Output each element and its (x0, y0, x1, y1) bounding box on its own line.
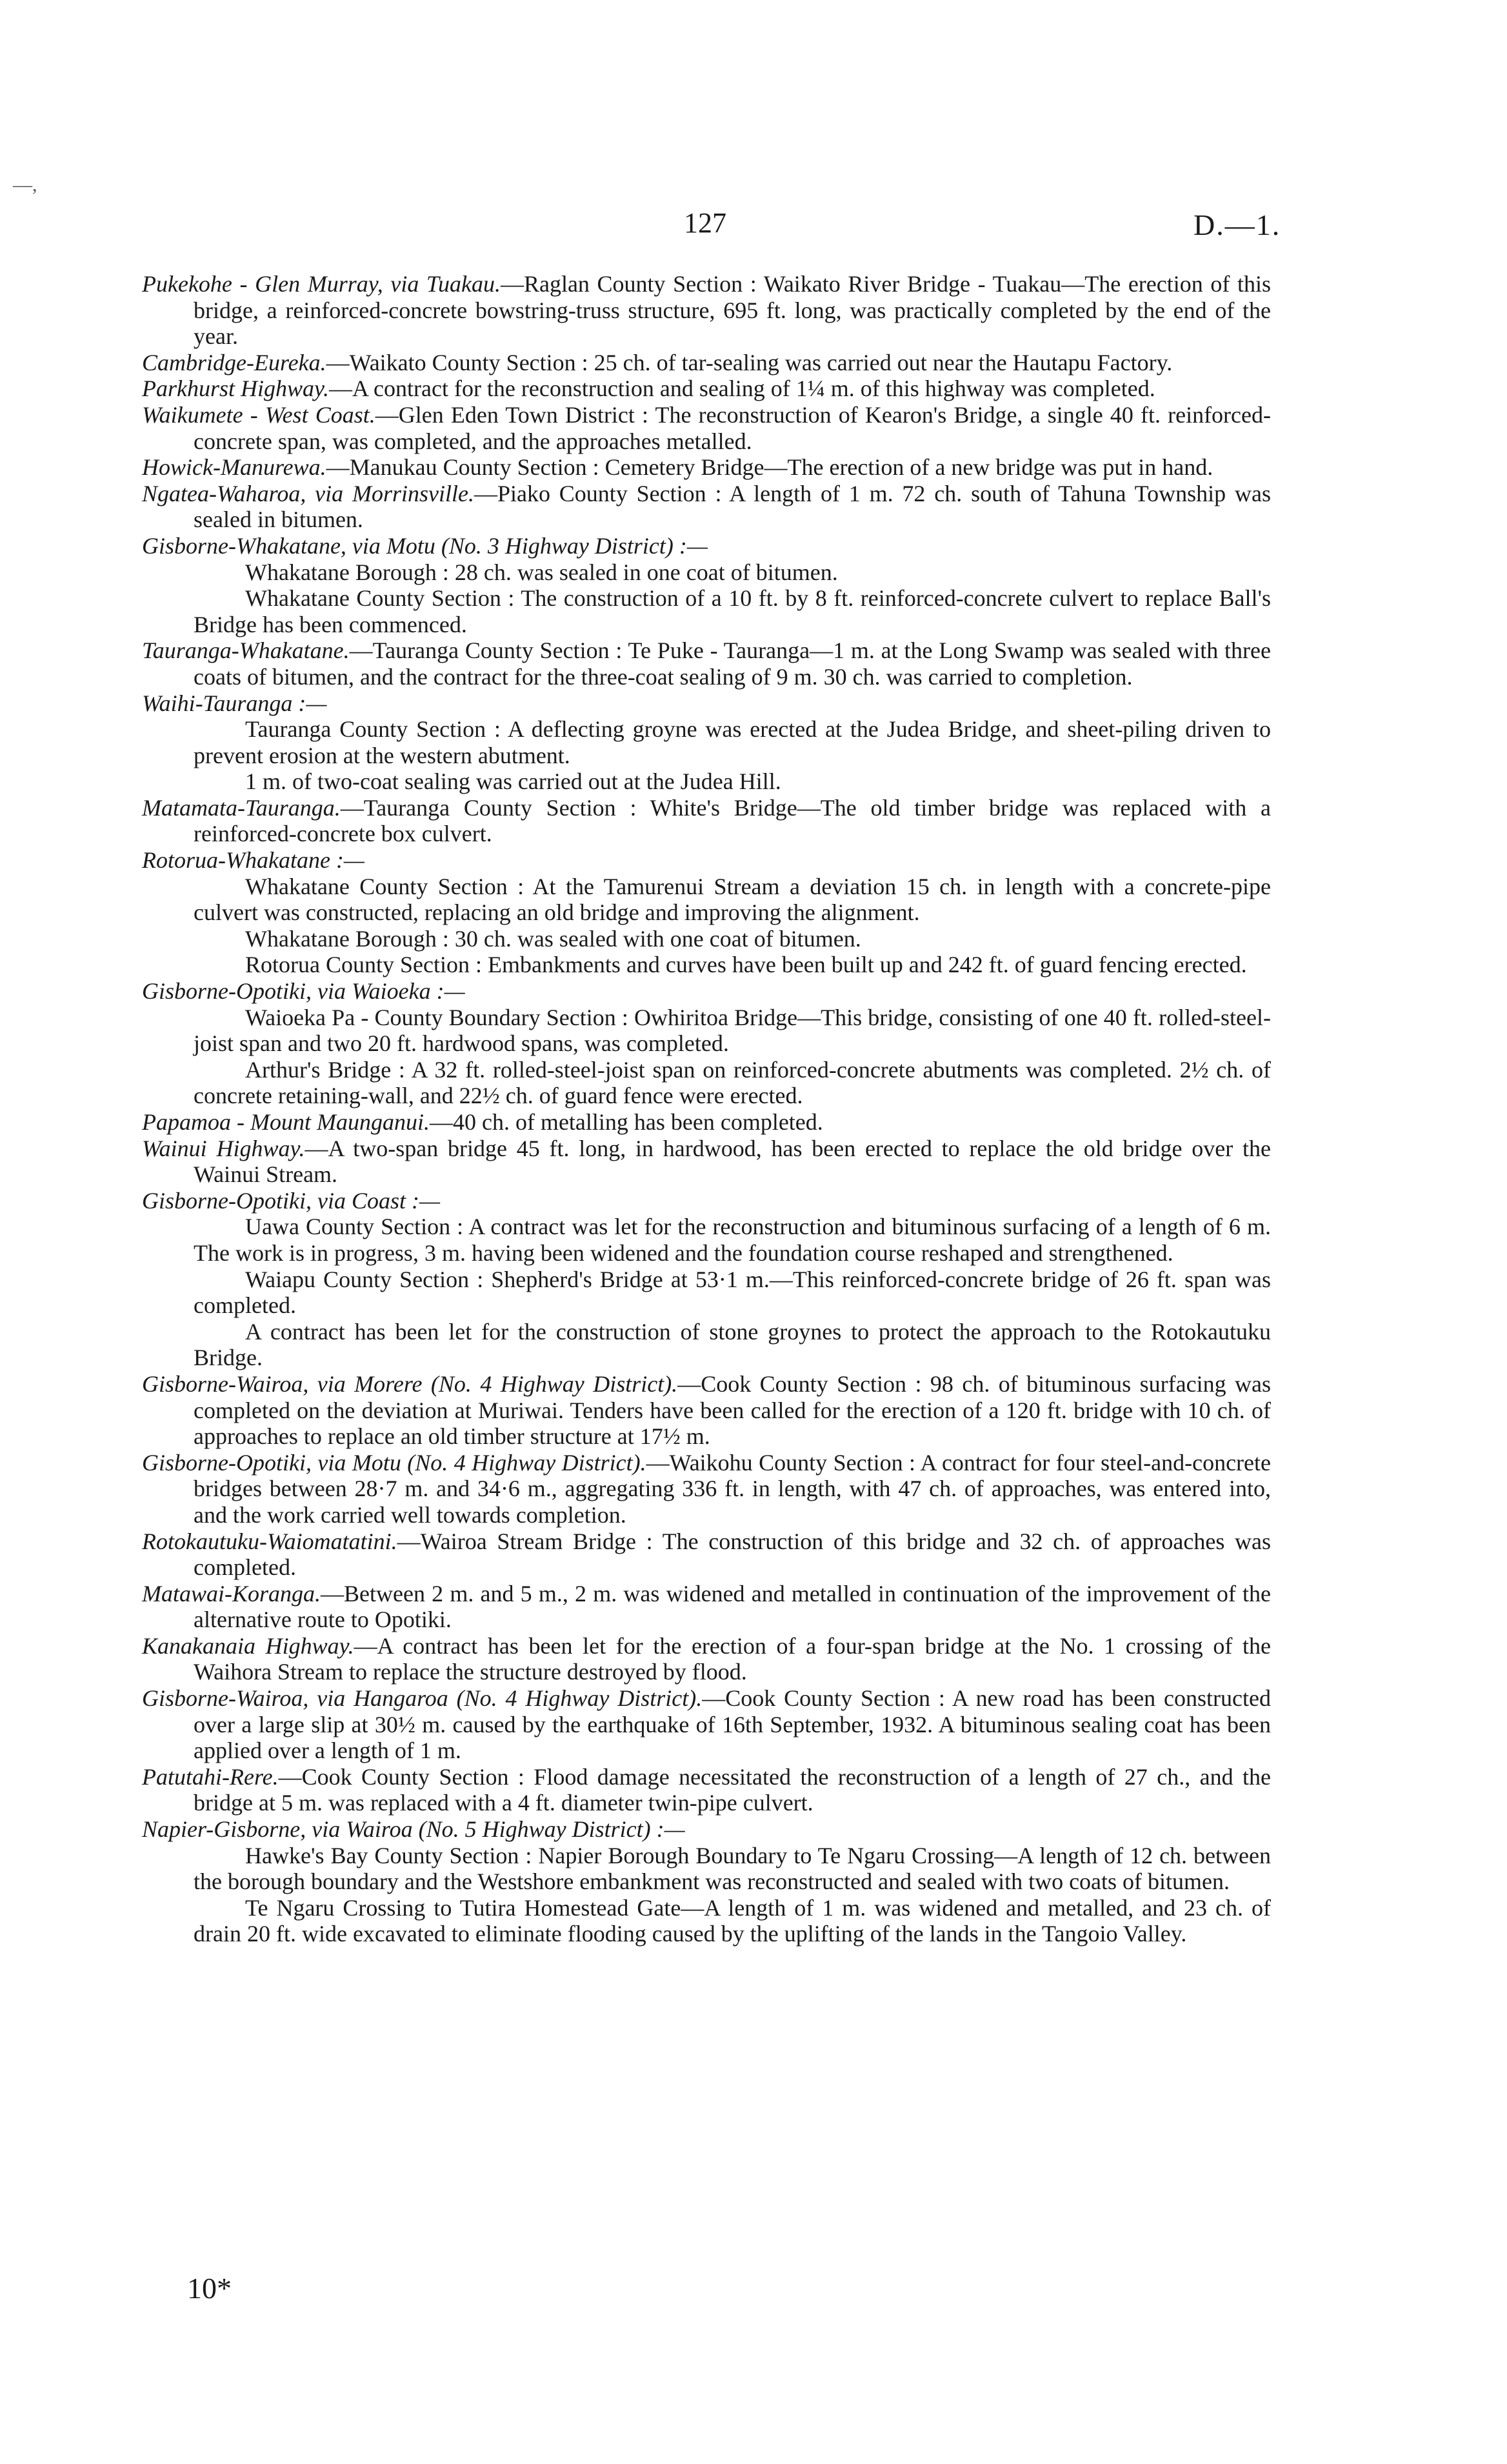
entry-howick-manurewa (142, 454, 1271, 481)
entry-heading: Ngatea-Waharoa, via Morrinsville. (142, 480, 474, 506)
entry-heading: Gisborne-Opotiki, via Coast :— (142, 1187, 440, 1214)
entry-heading: Napier-Gisborne, via Wairoa (No. 5 Highway District) :— (142, 1816, 685, 1843)
entry-rotorua-whakatane (142, 847, 1271, 874)
entry-gisborne-wairoa-morere (142, 1371, 1271, 1450)
entry-wainui-highway (142, 1136, 1271, 1188)
entry-heading: Cambridge-Eureka. (142, 349, 326, 376)
entry-heading: Tauranga-Whakatane. (142, 637, 350, 664)
entry-text: —A contract has been let for the erection of a four-span bridge at the No. 1 crossing of the Waihora Stream to replace the structure destroyed by flood. (194, 1632, 1271, 1685)
entry-text: —Cook County Section : A new road has been constructed over a large slip at 30½ m. caused by the earthquake of 16th September, 1932. A bituminous sealing coat has been applied over a length of 1 m. (194, 1685, 1271, 1764)
paragraph: Tauranga County Section : A deflecting groyne was erected at the Judea Bridge, and sheet-piling driven to prevent erosion at the western abutment. (194, 716, 1271, 768)
paragraph: Uawa County Section : A contract was let for the reconstruction and bituminous surfacing of a length of 6 m. The work is in progress, 3 m. having been widened and the foundation course reshaped and strengthened. (194, 1214, 1271, 1266)
paragraph: Te Ngaru Crossing to Tutira Homestead Gate—A length of 1 m. was widened and metalled, and 23 ch. of drain 20 ft. wide excavated to eliminate flooding caused by the uplifting of the lands in the Tangoio Valley. (194, 1894, 1271, 1947)
entry-patutahi-rere (142, 1764, 1271, 1816)
entry-heading: Kanakanaia Highway. (142, 1632, 354, 1659)
entry-text: —A contract for the reconstruction and sealing of 1¼ m. of this highway was completed. (329, 376, 1155, 402)
entry-heading: Rotokautuku-Waiomatatini. (142, 1528, 397, 1554)
entry-heading: Wainui Highway. (142, 1135, 305, 1161)
entry-gisborne-opotiki-waioeka (142, 978, 1271, 1005)
entry-papamoa-mount-maunganui (142, 1109, 1271, 1136)
entry-text: —Cook County Section : 98 ch. of bituminous surfacing was completed on the deviation at Muriwai. Tenders have been called for the erection of a 120 ft. bridge with 10 ch. of approaches to replace an old timber structure at 17½ m. (194, 1370, 1271, 1450)
entry-text: —Glen Eden Town District : The reconstruction of Kearon's Bridge, a single 40 ft. reinforced-concrete span, was completed, and the approaches metalled. (194, 401, 1271, 454)
entry-heading: Matamata-Tauranga. (142, 794, 341, 821)
entry-text: —Tauranga County Section : White's Bridge—The old timber bridge was replaced with a reinforced-concrete box culvert. (194, 794, 1271, 847)
entry-parkhurst-highway (142, 376, 1271, 402)
entry-text: —A two-span bridge 45 ft. long, in hardwood, has been erected to replace the old bridge over the Wainui Stream. (194, 1135, 1271, 1188)
entry-heading: Howick-Manurewa. (142, 454, 326, 481)
entry-text: —Tauranga County Section : Te Puke - Tauranga—1 m. at the Long Swamp was sealed with three coats of bitumen, and the contract for the three-coat sealing of 9 m. 30 ch. was carried to completion. (194, 637, 1271, 690)
entry-heading: Pukekohe - Glen Murray, via Tuakau. (142, 271, 501, 297)
printer-signature: 10* (187, 2272, 232, 2305)
entry-heading: Gisborne-Wairoa, via Hangaroa (No. 4 Highway District). (142, 1685, 703, 1712)
entry-heading: Patutahi-Rere. (142, 1763, 279, 1790)
entry-heading: Waikumete - West Coast. (142, 401, 375, 428)
paragraph: Whakatane County Section : The construction of a 10 ft. by 8 ft. reinforced-concrete culvert to replace Ball's Bridge has been commenced. (194, 585, 1271, 637)
entry-heading: Waihi-Tauranga :— (142, 690, 327, 716)
paragraph: Whakatane County Section : At the Tamurenui Stream a deviation 15 ch. in length with a concrete-pipe culvert was constructed, replacing an old bridge and improving the alignment. (194, 873, 1271, 926)
entry-heading: Papamoa - Mount Maunganui. (142, 1109, 430, 1135)
edge-mark: —, (13, 174, 37, 195)
entry-text: —Raglan County Section : Waikato River Bridge - Tuakau—The erection of this bridge, a reinforced-concrete bowstring-truss structure, 695 ft. long, was practically completed by the end of the year. (194, 271, 1271, 350)
entry-pukekohe-glen-murray (142, 271, 1271, 350)
entry-heading: Gisborne-Opotiki, via Motu (No. 4 Highway District). (142, 1449, 646, 1476)
entry-gisborne-wairoa-hangaroa (142, 1685, 1271, 1764)
entry-text: —Between 2 m. and 5 m., 2 m. was widened and metalled in continuation of the improvement of the alternative route to Opotiki. (194, 1580, 1271, 1633)
paragraph: Whakatane Borough : 30 ch. was sealed with one coat of bitumen. (245, 925, 861, 952)
paragraph: Arthur's Bridge : A 32 ft. rolled-steel-joist span on reinforced-concrete abutments was completed. 2½ ch. of concrete retaining-wall, and 22½ ch. of guard fence were erected. (194, 1056, 1271, 1109)
paragraph: Waiapu County Section : Shepherd's Bridge at 53·1 m.—This reinforced-concrete bridge of 26 ft. span was completed. (194, 1266, 1271, 1319)
paragraph: 1 m. of two-coat sealing was carried out at the Judea Hill. (245, 768, 781, 795)
entry-cambridge-eureka (142, 350, 1271, 376)
entry-waikumete-west-coast (142, 402, 1271, 454)
entry-tauranga-whakatane (142, 637, 1271, 690)
paragraph: Whakatane Borough : 28 ch. was sealed in one coat of bitumen. (245, 559, 838, 585)
entry-heading: Gisborne-Whakatane, via Motu (No. 3 Highway District) :— (142, 532, 708, 559)
entry-ngatea-waharoa (142, 481, 1271, 533)
entry-text: —Waikato County Section : 25 ch. of tar-sealing was carried out near the Hautapu Factory. (326, 349, 1173, 376)
paragraph: A contract has been let for the construction of stone groynes to protect the approach to the Rotokautuku Bridge. (194, 1318, 1271, 1371)
report-body (142, 271, 1271, 1947)
entry-heading: Matawai-Koranga. (142, 1580, 321, 1607)
entry-napier-gisborne (142, 1816, 1271, 1843)
paragraph: Waioeka Pa - County Boundary Section : Owhiritoa Bridge—This bridge, consisting of one 40 ft. rolled-steel-joist span and two 20 ft. hardwood spans, was completed. (194, 1004, 1271, 1057)
entry-heading: Gisborne-Wairoa, via Morere (No. 4 Highway District). (142, 1370, 678, 1397)
entry-matamata-tauranga (142, 795, 1271, 847)
entry-text: —40 ch. of metalling has been completed. (429, 1109, 823, 1135)
entry-text: —Waikohu County Section : A contract for four steel-and-concrete bridges between 28·7 m. and 34·6 m., aggregating 336 ft. in length, with 47 ch. of approaches, was entered into, and the work carried well towards completion. (194, 1449, 1272, 1528)
entry-gisborne-opotiki-coast (142, 1188, 1271, 1214)
entry-heading: Parkhurst Highway. (142, 376, 330, 402)
entry-heading: Gisborne-Opotiki, via Waioeka :— (142, 978, 465, 1005)
entry-gisborne-opotiki-motu (142, 1450, 1271, 1528)
entry-text: —Manukau County Section : Cemetery Bridge—The erection of a new bridge was put in hand. (326, 454, 1213, 481)
entry-kanakanaia-highway (142, 1633, 1271, 1685)
entry-text: —Wairoa Stream Bridge : The construction of this bridge and 32 ch. of approaches was completed. (194, 1528, 1271, 1581)
page-number: 127 (684, 207, 726, 239)
entry-text: —Piako County Section : A length of 1 m. 72 ch. south of Tahuna Township was sealed in bitumen. (194, 480, 1271, 533)
entry-text: —Cook County Section : Flood damage necessitated the reconstruction of a length of 27 ch., and the bridge at 5 m. was replaced with a 4 ft. diameter twin-pipe culvert. (194, 1763, 1271, 1816)
entry-rotokautuku-waiomatatini (142, 1528, 1271, 1581)
entry-waihi-tauranga (142, 690, 1271, 717)
document-reference: D.—1. (1193, 208, 1281, 241)
paragraph: Hawke's Bay County Section : Napier Borough Boundary to Te Ngaru Crossing—A length of 12 ch. between the borough boundary and the Westshore embankment was reconstructed and sealed with two coats of bitumen. (194, 1842, 1271, 1895)
paragraph: Rotorua County Section : Embankments and curves have been built up and 242 ft. of guard fencing erected. (245, 952, 1247, 978)
entry-gisborne-whakatane (142, 533, 1271, 559)
entry-heading: Rotorua-Whakatane :— (142, 847, 364, 874)
entry-matawai-koranga (142, 1581, 1271, 1633)
